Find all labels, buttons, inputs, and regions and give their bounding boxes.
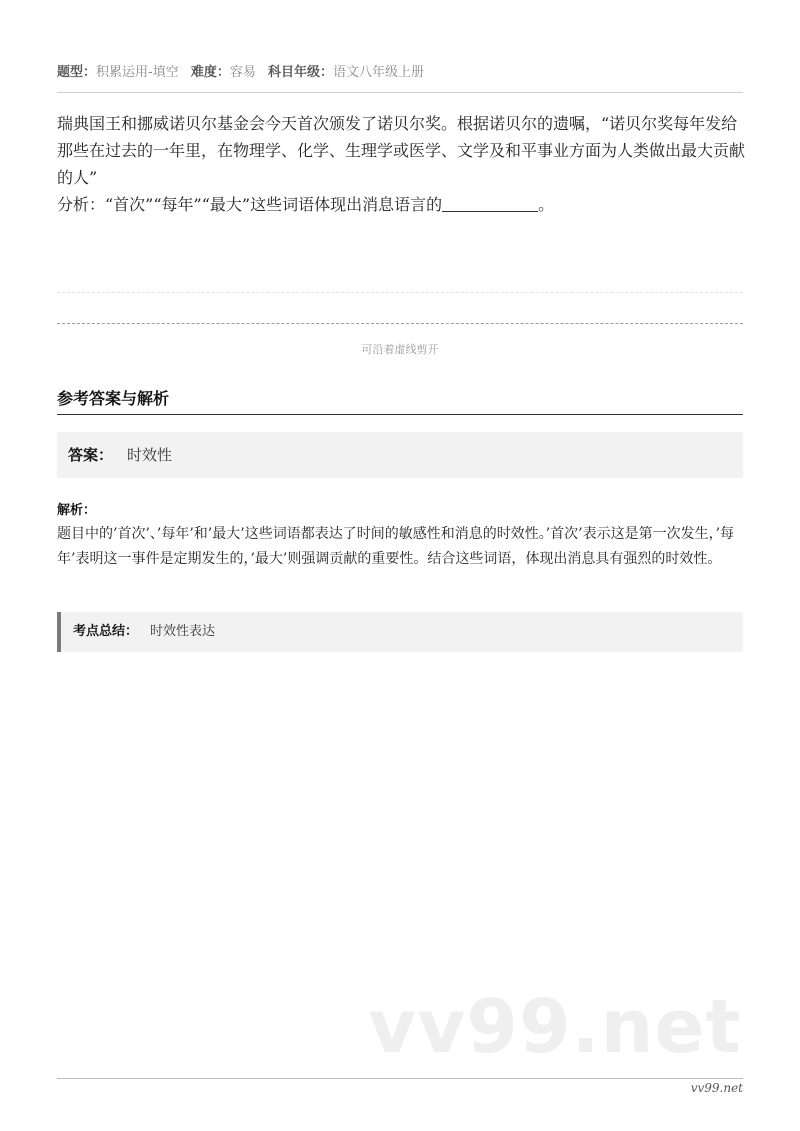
question-prompt: [57, 191, 747, 218]
type-value: 积累运用-填空: [96, 65, 179, 80]
cut-hint: 可沿着虚线剪开: [361, 343, 439, 356]
prompt-text: 分析：“首次”“每年”“最大”这些词语体现出消息语言的: [57, 195, 443, 214]
grade-label: 科目年级：: [268, 65, 334, 80]
question-passage: 瑞典国王和挪威诺贝尔基金会今天首次颁发了诺贝尔奖。根据诺贝尔的遗嘱，“诺贝尔奖每年发给那些在过去的一年里，在物理学、化学、生理学或医学、文学及和平事业方面为人类做出最大贡献的人”: [57, 114, 746, 187]
difficulty-value: 容易: [229, 65, 256, 80]
answer-box: [57, 432, 743, 478]
cut-line-light: [57, 292, 743, 293]
answer-value: 时效性: [127, 446, 173, 464]
answer-section-title: 参考答案与解析: [57, 389, 170, 408]
difficulty-label: 难度：: [190, 65, 230, 80]
footer-site[interactable]: vv99.net: [690, 1081, 743, 1095]
question-meta: [57, 62, 743, 84]
prompt-end: 。: [538, 195, 555, 214]
cut-line: [57, 323, 743, 324]
answer-label: 答案：: [68, 446, 114, 464]
summary-box: [57, 612, 743, 652]
summary-label: 考点总结：: [73, 624, 139, 639]
meta-divider: [57, 92, 743, 93]
analysis-text: 题目中的’首次’、’每年’和’最大’这些词语都表达了时间的敏感性和消息的时效性。’首次’表示这是第一次发生，’每年’表明这一事件是定期发生的，’最大’则强调贡献的重要性。结合这些词语，体现出消息具有强烈的时效性。: [57, 526, 735, 567]
footer-divider: [57, 1078, 743, 1079]
section-divider: [57, 414, 743, 415]
summary-value: 时效性表达: [150, 624, 216, 639]
answer-blank[interactable]: [442, 193, 538, 212]
question-body: [57, 110, 747, 218]
grade-value: 语文八年级上册: [333, 65, 425, 80]
analysis-label: 解析：: [57, 503, 97, 518]
watermark: vv99.net: [368, 984, 742, 1070]
type-label: 题型：: [57, 65, 97, 80]
